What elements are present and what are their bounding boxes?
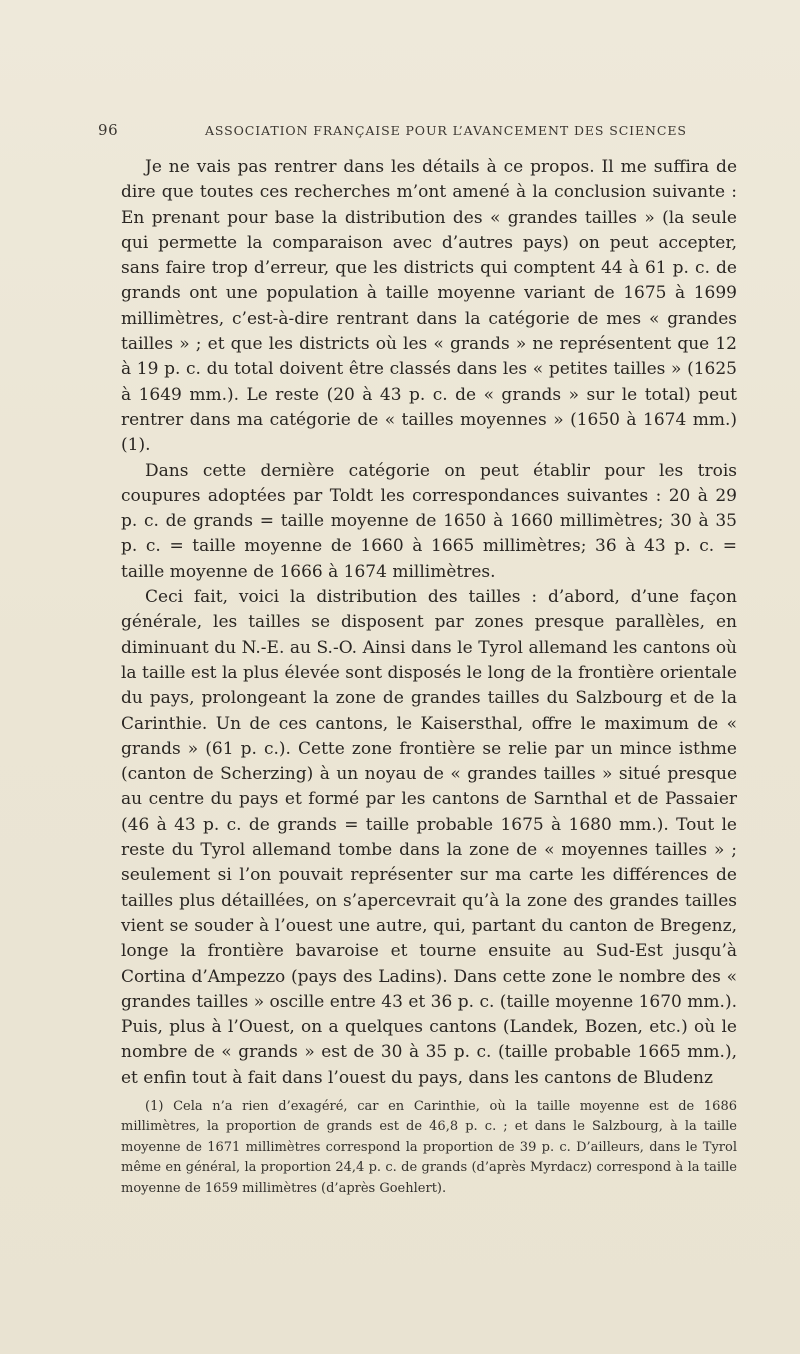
paragraph: Dans cette dernière catégorie on peut établir pour les trois coupures adoptées par Toldt les correspondances suivantes : 20 à 29 p. c. de grands = taille moyenne de 1650 à 1660 millimètres; 30 à 35 p. c. = taille moyenne de 1660 à 1665 millimètres; 36 à 43 p. c. = taille moyenne de 1666 à 1674 millimètres. <box>121 460 737 582</box>
paragraph: Je ne vais pas rentrer dans les détails à ce propos. Il me suffira de dire que toutes ces recherches m’ont amené à la conclusion suivante : En prenant pour base la distribution des « grandes tailles » (la seule qui permette la comparaison avec d’autres pays) on peut accepter, sans faire trop d’erreur, que les districts qui comptent 44 à 61 p. c. de grands ont une population à taille moyenne variant de 1675 à 1699 millimètres, c’est-à-dire rentrant dans la catégorie de mes « grandes tailles » ; et que les districts où les « grands » ne représentent que 12 à 19 p. c. du total doivent être classés dans les « petites tailles » (1625 à 1649 mm.). Le reste (20 à 43 p. c. de « grands » sur le total) peut rentrer dans ma catégorie de « tailles moyennes » (1650 à 1674 mm.) (1). <box>121 157 737 456</box>
main-text <box>121 155 737 1091</box>
running-title: ASSOCIATION FRANÇAISE POUR L’AVANCEMENT DES SCIENCES <box>205 123 687 138</box>
footnote-text: (1) Cela n’a rien d’exagéré, car en Carinthie, où la taille moyenne est de 1686 millimètres, la proportion de grands est de 46,8 p. c. ; et dans le Salzbourg, à la taille moyenne de 1671 millimètres correspond la proportion de 39 p. c. D’ailleurs, dans le Tyrol même en général, la proportion 24,4 p. c. de grands (d’après Myrdacz) correspond à la taille moyenne de 1659 millimètres (d’après Goehlert). <box>121 1099 737 1196</box>
running-header <box>98 121 738 141</box>
paragraph: Ceci fait, voici la distribution des tailles : d’abord, d’une façon générale, les tailles se disposent par zones presque parallèles, en diminuant du N.-E. au S.-O. Ainsi dans le Tyrol allemand les cantons où la taille est la plus élevée sont disposés le long de la frontière orientale du pays, prolongeant la zone de grandes tailles du Salzbourg et de la Carinthie. Un de ces cantons, le Kaisersthal, offre le maximum de « grands » (61 p. c.). Cette zone frontière se relie par un mince isthme (canton de Scherzing) à un noyau de « grandes tailles » situé presque au centre du pays et formé par les cantons de Sarnthal et de Passaier (46 à 43 p. c. de grands = taille probable 1675 à 1680 mm.). Tout le reste du Tyrol allemand tombe dans la zone de « moyennes tailles » ; seulement si l’on pouvait représenter sur ma carte les différences de tailles plus détaillées, on s’apercevrait qu’à la zone des grandes tailles vient se souder à l’ouest une autre, qui, partant du canton de Bregenz, longe la frontière bavaroise et tourne ensuite au Sud-Est jusqu’à Cortina d’Ampezzo (pays des Ladins). Dans cette zone le nombre des « grandes tailles » oscille entre 43 et 36 p. c. (taille moyenne 1670 mm.). Puis, plus à l’Ouest, on a quelques cantons (Landek, Bozen, etc.) où le nombre de « grands » est de 30 à 35 p. c. (taille probable 1665 mm.), et enfin tout à fait dans l’ouest du pays, dans les cantons de Bludenz <box>121 587 737 1088</box>
footnote <box>121 1097 737 1199</box>
page-number: 96 <box>98 121 119 139</box>
